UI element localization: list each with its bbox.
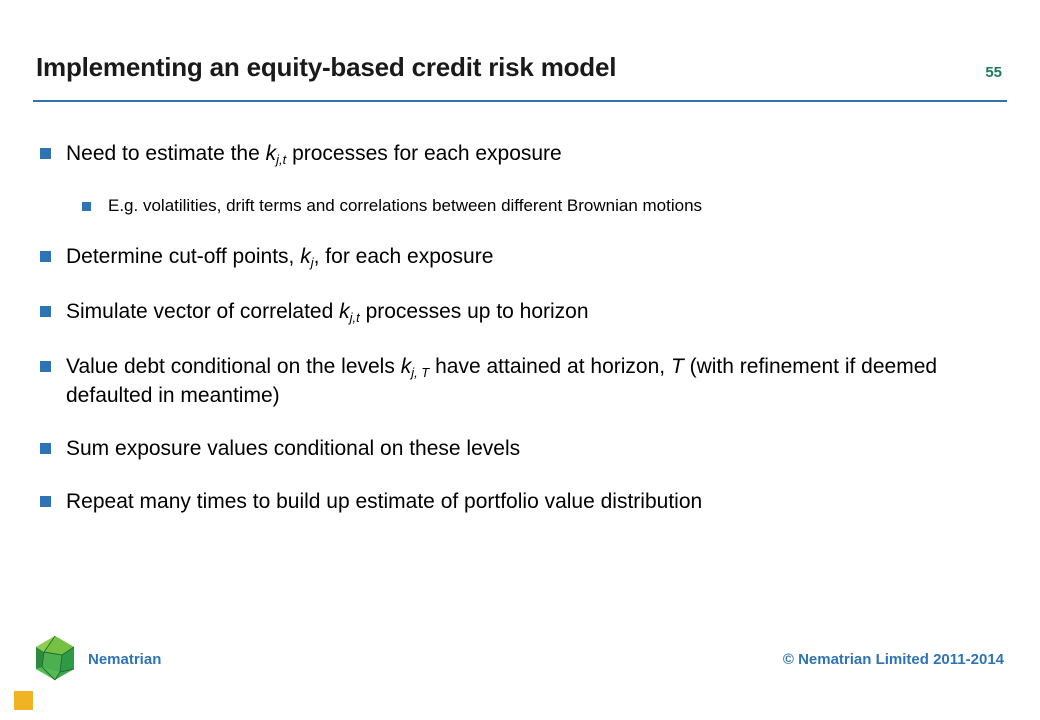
bullet-text: E.g. volatilities, drift terms and correlations between different Brownian motions [108,196,703,215]
copyright-label: © Nematrian Limited 2011-2014 [782,651,1004,668]
bullet-item [36,298,996,327]
bullet-text: Determine cut-off points, $k_j$, for each exposure [66,245,494,271]
bullet-list [36,140,996,541]
polyhedron-logo-icon [30,634,80,682]
bullet-item [36,435,996,462]
bullet-text: Simulate vector of correlated $k_{j,t}$ processes up to horizon [66,300,589,326]
bullet-marker-icon [40,443,51,454]
bullet-marker-icon [40,361,51,372]
page-number: 55 [985,64,1002,81]
bullet-marker-icon [82,202,91,211]
sub-bullet-item [36,195,996,217]
bullet-text: Value debt conditional on the levels $k_{j, T}$ have attained at horizon, T (with refinement if deemed defaulted in meantime) [66,355,938,407]
corner-accent-square [14,691,33,710]
bullet-marker-icon [40,148,51,159]
bullet-item [36,243,996,272]
bullet-text: Need to estimate the $k_{j,t}$ processes for each exposure [66,142,562,168]
brand-label: Nematrian [88,651,162,668]
bullet-marker-icon [40,306,51,317]
bullet-item [36,140,996,169]
bullet-text: Sum exposure values conditional on these levels [66,437,521,460]
bullet-item [36,353,996,409]
bullet-item [36,488,996,515]
bullet-text: Repeat many times to build up estimate of portfolio value distribution [66,490,703,513]
page-title: Implementing an equity-based credit risk model [36,52,617,82]
title-divider [33,100,1007,102]
bullet-marker-icon [40,496,51,507]
bullet-marker-icon [40,251,51,262]
